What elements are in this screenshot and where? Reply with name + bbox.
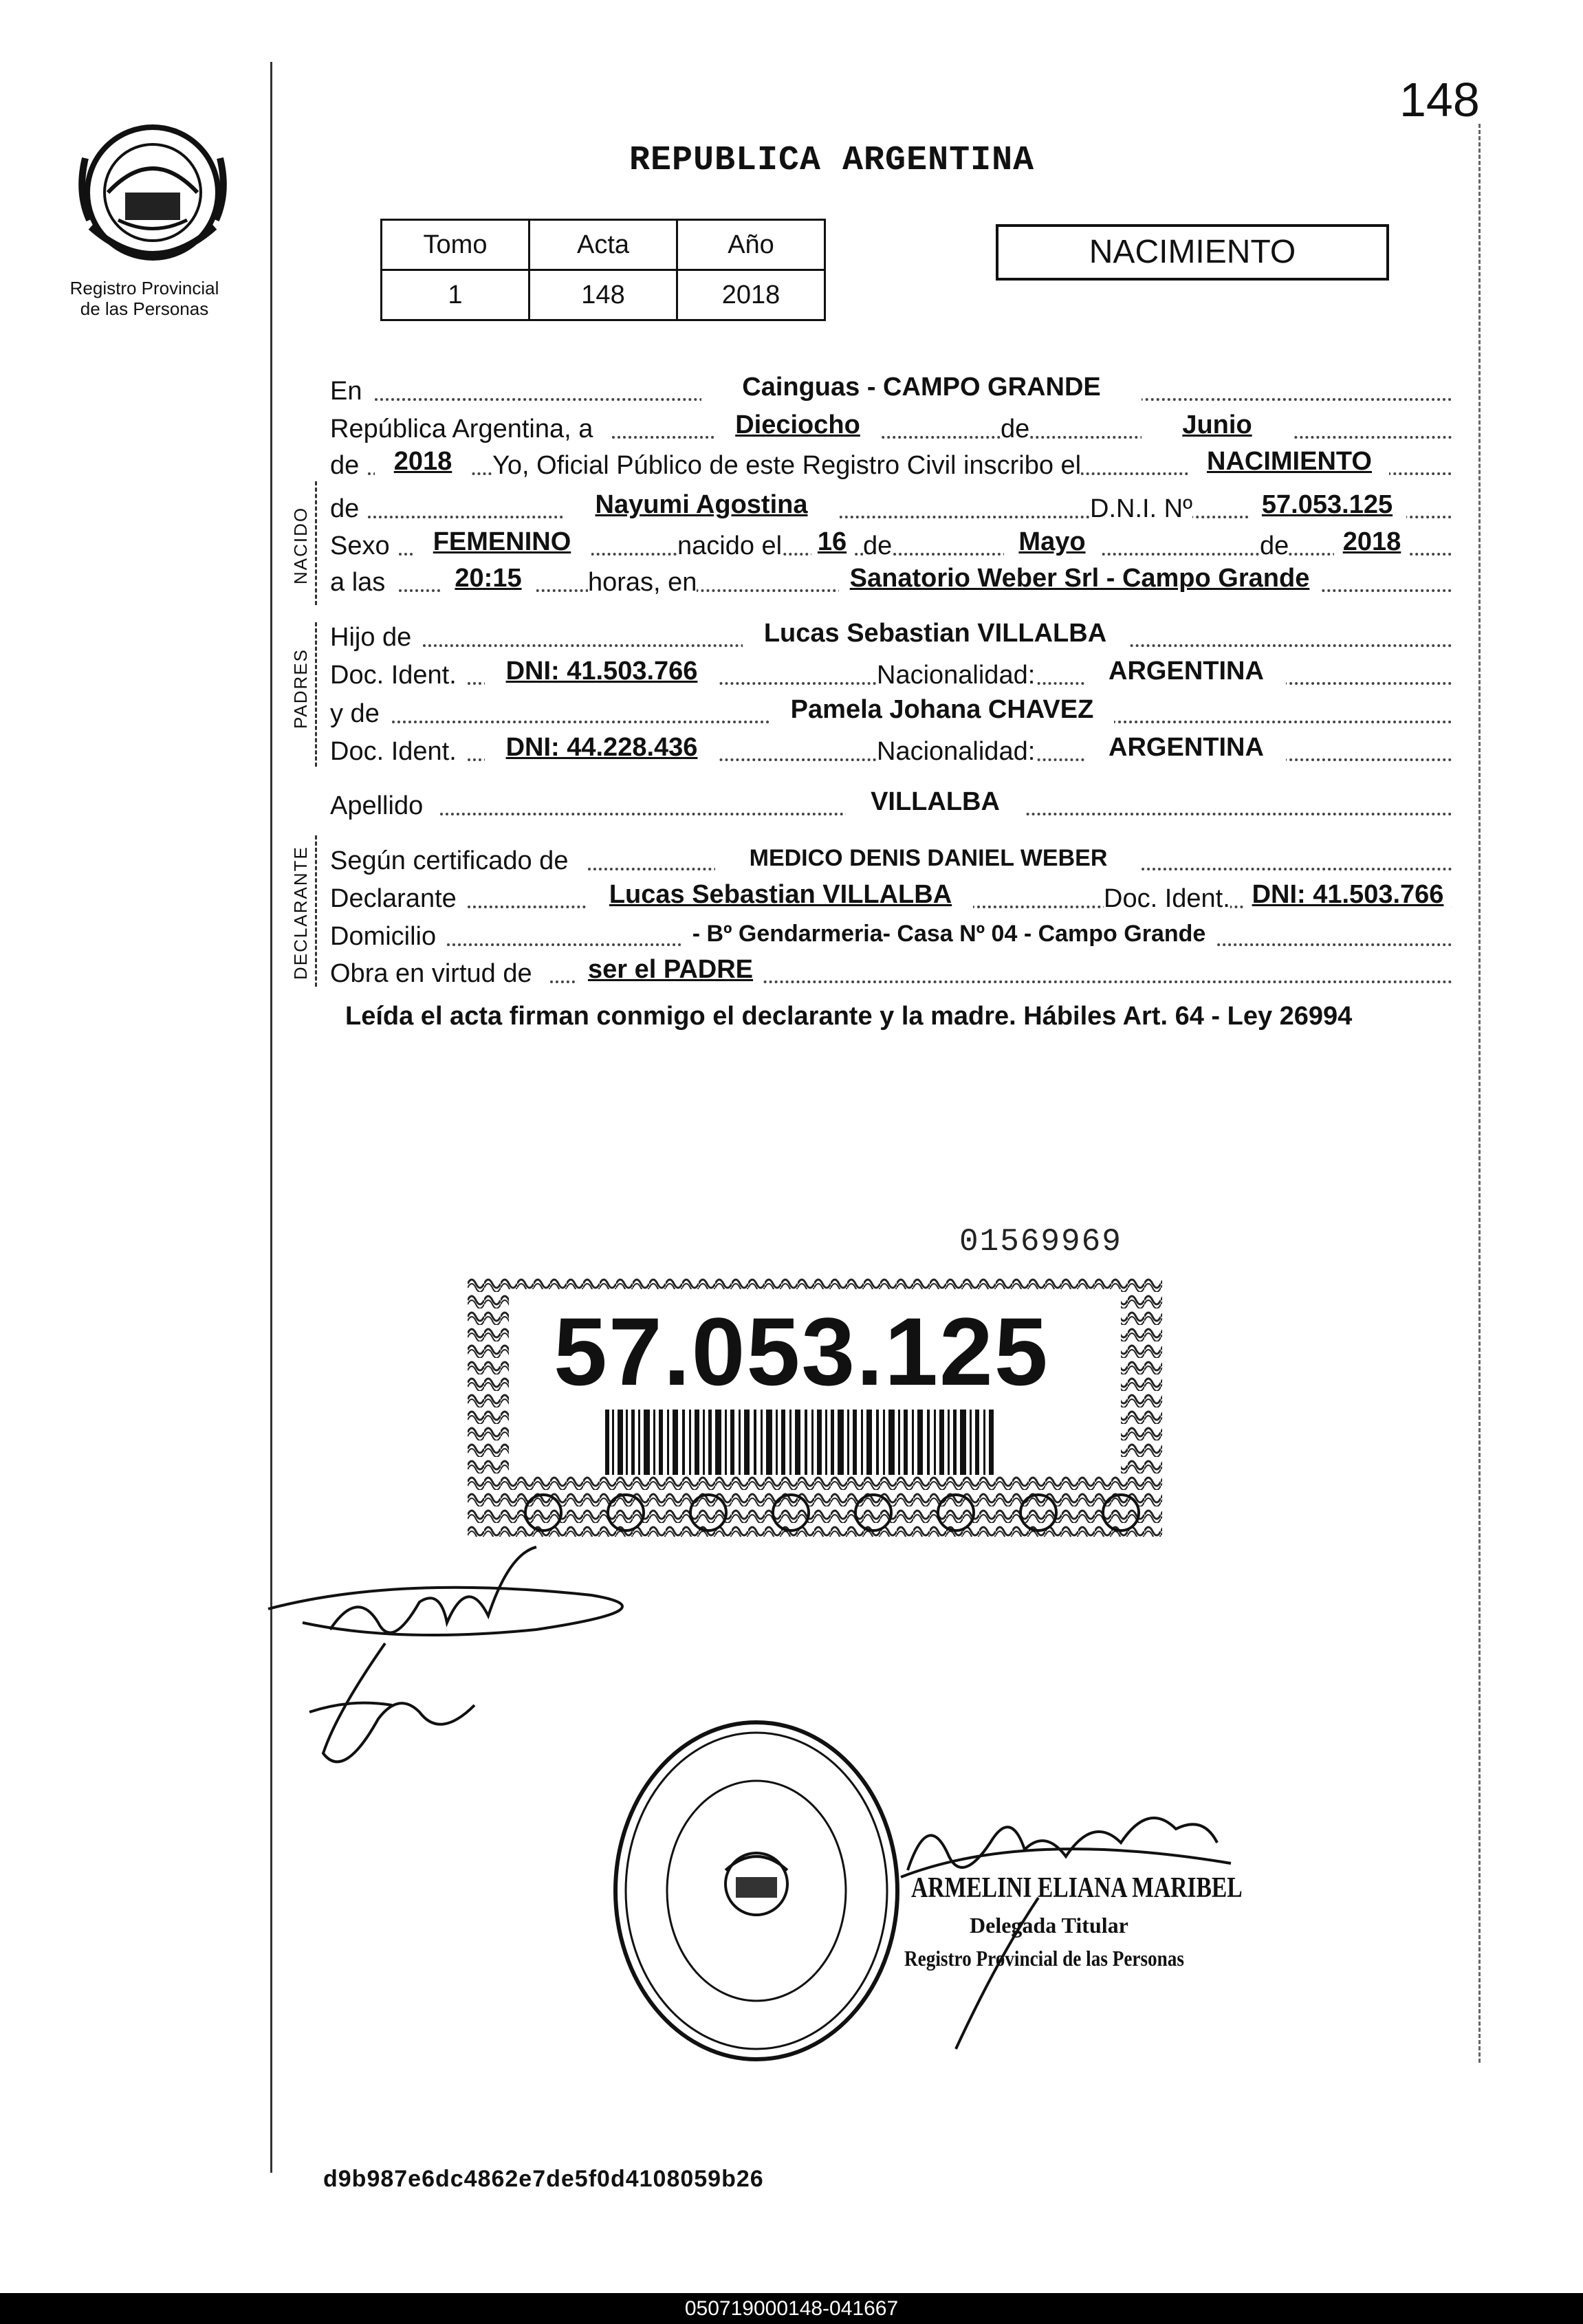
label-en: En [330,377,362,406]
closing-note: Leída el acta firman conmigo el declarante y la madre. Hábiles Art. 64 - Ley 26994 [345,1002,1353,1031]
section-label-padres: PADRES [290,648,311,729]
barcode-icon [605,1410,994,1475]
label-nacionalidad-padre: Nacionalidad: [877,661,1036,690]
value-tomo: 1 [382,270,530,320]
label-nacionalidad-madre: Nacionalidad: [877,737,1036,766]
value-madre-doc: DNI: 44.228.436 [485,733,719,763]
label-declarante: Declarante [330,884,457,913]
value-dni: 57.053.125 [1248,490,1406,520]
row-sexo [330,524,1452,562]
value-dia: Dieciocho [715,410,880,440]
value-inscribo: NACIMIENTO [1190,447,1389,476]
value-obra: ser el PADRE [578,955,763,985]
id-label-number: 57.053.125 [554,1297,1049,1405]
page-number: 148 [1399,73,1480,127]
row-inscribo [330,443,1452,482]
official-seal-icon [605,1712,908,2070]
row-obra [330,952,1452,990]
right-margin-line [1478,124,1481,2063]
value-apellido: VILLALBA [846,787,1025,817]
value-nombre: Nayumi Agostina [564,490,839,520]
label-dni: D.N.I. Nº [1090,494,1192,523]
label-nacido-el: nacido el [677,531,783,560]
document-hash: d9b987e6dc4862e7de5f0d4108059b26 [323,2166,764,2192]
label-declarante-doc: Doc. Ident. [1104,884,1230,913]
label-de-anio: de [330,451,360,480]
value-padre: Lucas Sebastian VILLALBA [743,619,1128,648]
left-margin-line [270,62,272,2173]
header-tomo: Tomo [382,220,530,270]
row-madre [330,692,1452,730]
value-padre-doc: DNI: 41.503.766 [485,657,719,686]
row-nombre [330,487,1452,525]
row-madre-doc [330,730,1452,768]
label-republica: República Argentina, a [330,415,593,443]
value-madre-nac: ARGENTINA [1087,733,1286,763]
value-nac-mes: Mayo [1004,527,1100,557]
value-lugar-nac: Sanatorio Weber Srl - Campo Grande [839,564,1320,593]
row-en [330,369,1452,408]
row-apellido [330,784,1452,822]
value-sexo: FEMENINO [413,527,591,557]
value-hora: 20:15 [440,564,536,593]
misiones-emblem-icon [77,117,228,282]
label-de-nac-mes: de [863,531,893,560]
value-madre: Pamela Johana CHAVEZ [770,695,1114,725]
value-declarante: Lucas Sebastian VILLALBA [588,880,973,910]
label-certificado: Según certificado de [330,846,569,875]
row-padre [330,615,1452,654]
label-de-nac-anio: de [1260,531,1289,560]
label-de-nombre: de [330,494,360,523]
label-inscribo: Yo, Oficial Público de este Registro Civil inscribo el [492,451,1082,480]
section-label-declarante: DECLARANTE [290,846,311,980]
header-acta: Acta [530,220,677,270]
value-mes: Junio [1142,410,1293,440]
signer-office: Registro Provincial de las Personas [904,1946,1184,1971]
logo-caption-1: Registro Provincial [69,278,219,298]
label-sexo: Sexo [330,531,390,560]
label-doc-ident-padre: Doc. Ident. [330,661,457,690]
label-hijo-de: Hijo de [330,623,412,652]
header-anio: Año [677,220,825,270]
nacido-bracket [315,481,319,605]
value-nac-anio: 2018 [1334,527,1410,557]
label-y-de: y de [330,699,380,728]
document-title: REPUBLICA ARGENTINA [629,141,1035,180]
label-domicilio: Domicilio [330,922,437,951]
padres-bracket [315,622,319,767]
row-hora [330,560,1452,599]
record-type-box: NACIMIENTO [996,224,1389,281]
label-a-las: a las [330,568,386,597]
value-certificado: MEDICO DENIS DANIEL WEBER [715,845,1142,872]
value-lugar: Cainguas - CAMPO GRANDE [701,373,1142,402]
section-label-nacido: NACIDO [290,506,311,584]
logo-caption-2: de las Personas [80,298,209,319]
label-apellido: Apellido [330,791,424,820]
label-horas-en: horas, en [588,568,697,597]
label-de-mes: de [1001,415,1030,443]
declarante-bracket [315,835,319,987]
row-domicilio [330,914,1452,953]
label-obra: Obra en virtud de [330,959,532,988]
label-doc-ident-madre: Doc. Ident. [330,737,457,766]
value-anio: 2018 [375,447,471,476]
row-padre-doc [330,653,1452,692]
control-number: 01569969 [959,1224,1122,1260]
value-nac-dia: 16 [811,527,853,557]
signer-role: Delegada Titular [970,1913,1128,1938]
value-padre-nac: ARGENTINA [1087,657,1286,686]
signer-name: ARMELINI ELIANA MARIBEL [911,1872,1243,1904]
row-declarante [330,877,1452,915]
row-republica [330,407,1452,446]
footer-code: 050719000148-041667 [0,2293,1583,2324]
value-anio: 2018 [677,270,825,320]
registry-table [380,219,826,321]
row-certificado [330,839,1452,877]
value-domicilio: - Bº Gendarmeria- Casa Nº 04 - Campo Grande [681,921,1217,947]
value-acta: 148 [530,270,677,320]
value-declarante-doc: DNI: 41.503.766 [1245,880,1451,910]
